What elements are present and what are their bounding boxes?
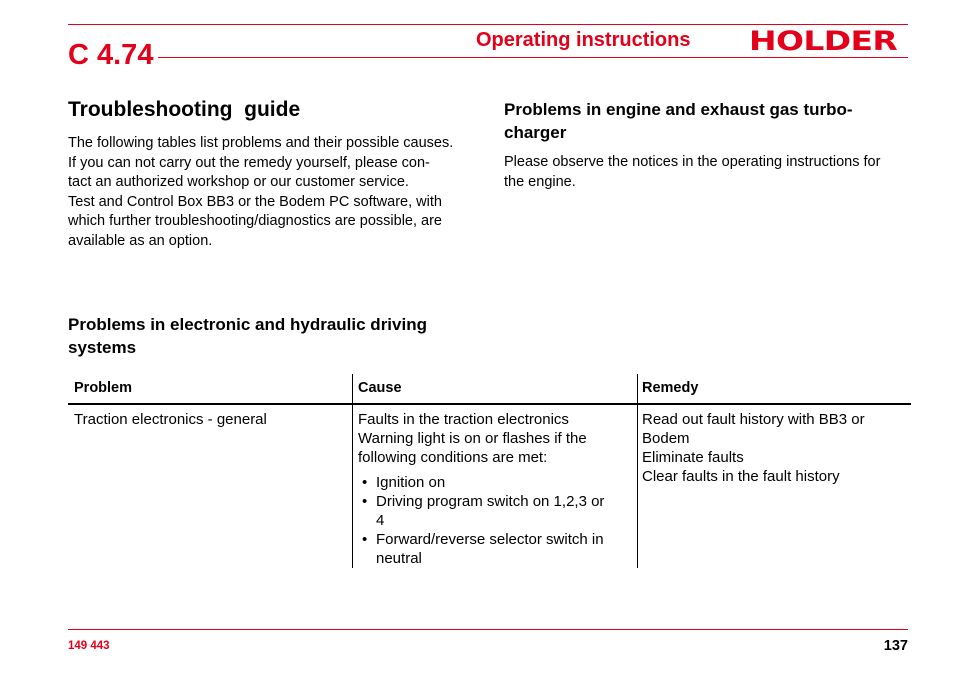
cause-line: Faults in the traction electronics: [358, 411, 569, 428]
engine-notice-line: the engine.: [504, 173, 576, 190]
condition-item: [358, 530, 630, 568]
header-divider: [68, 403, 911, 405]
condition-item: [358, 492, 630, 530]
intro-line: The following tables list problems and their possible causes.: [68, 135, 454, 151]
systems-section-title: [68, 313, 427, 359]
condition-item: [358, 473, 630, 492]
engine-notice-line: Please observe the notices in the operating instructions for: [504, 154, 881, 170]
condition-list: [358, 473, 630, 568]
cause-line: Warning light is on or flashes if the: [358, 430, 587, 447]
header-top-rule: [68, 24, 908, 25]
remedy-line: Eliminate faults: [642, 449, 744, 466]
header-title: Operating instructions: [476, 29, 691, 51]
remedy-line: Read out fault history with BB3 or: [642, 411, 865, 428]
intro-line: tact an authorized workshop or our customer service.: [68, 174, 409, 190]
section-code: C 4.74: [68, 39, 154, 71]
engine-notice: [504, 153, 880, 192]
systems-title-line: Problems in electronic and hydraulic driving: [68, 315, 427, 334]
troubleshooting-title: Troubleshooting guide: [68, 98, 301, 121]
systems-title-line: systems: [68, 338, 137, 357]
page-number: 137: [883, 638, 908, 654]
engine-section-title: [504, 98, 853, 144]
header-rule: [158, 57, 908, 58]
engine-title-line: charger: [504, 123, 567, 142]
document-number: 149 443: [68, 640, 110, 652]
cause-line: following conditions are met:: [358, 449, 548, 466]
remedy-line: Clear faults in the fault history: [642, 468, 840, 485]
brand-logo: HOLDER: [749, 26, 898, 57]
condition-line: • Forward/reverse selector switch in: [376, 531, 604, 548]
header-cause: Cause: [358, 380, 402, 396]
condition-line: neutral: [376, 550, 422, 567]
condition-line: • Driving program switch on 1,2,3 or: [376, 493, 605, 510]
cell-remedy: [642, 410, 865, 486]
cell-problem: Traction electronics - general: [74, 411, 267, 428]
troubleshooting-intro: [68, 134, 478, 251]
footer-rule: [68, 629, 908, 630]
header-problem: Problem: [74, 380, 133, 396]
cell-cause: [358, 410, 630, 568]
troubleshooting-table: [68, 374, 911, 568]
intro-line: If you can not carry out the remedy yourself, please con-: [68, 154, 430, 171]
header-remedy: Remedy: [642, 380, 699, 396]
intro-line: available as an option.: [68, 232, 213, 249]
condition-line: • Ignition on: [376, 474, 446, 491]
engine-title-line: Problems in engine and exhaust gas turbo-: [504, 100, 853, 119]
intro-line: Test and Control Box BB3 or the Bodem PC software, with: [68, 193, 442, 210]
remedy-line: Bodem: [642, 430, 690, 447]
intro-line: which further troubleshooting/diagnostics are possible, are: [68, 213, 442, 229]
condition-line: 4: [376, 512, 385, 529]
